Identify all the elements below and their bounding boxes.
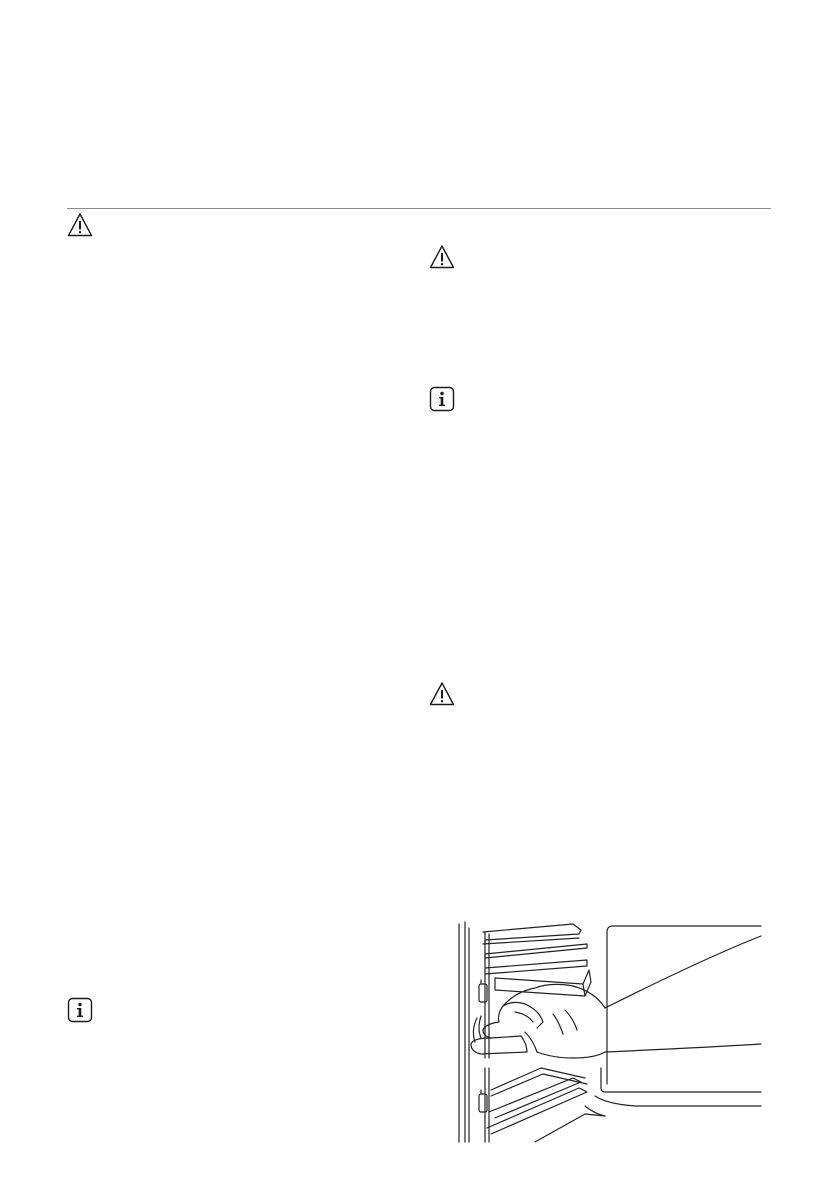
warning-icon — [429, 244, 455, 270]
shelf-support-removal-illustration — [455, 918, 765, 1144]
info-icon — [67, 997, 93, 1023]
info-icon — [429, 386, 455, 412]
warning-icon — [429, 681, 455, 707]
warning-icon — [67, 212, 93, 238]
section-divider — [67, 208, 771, 209]
